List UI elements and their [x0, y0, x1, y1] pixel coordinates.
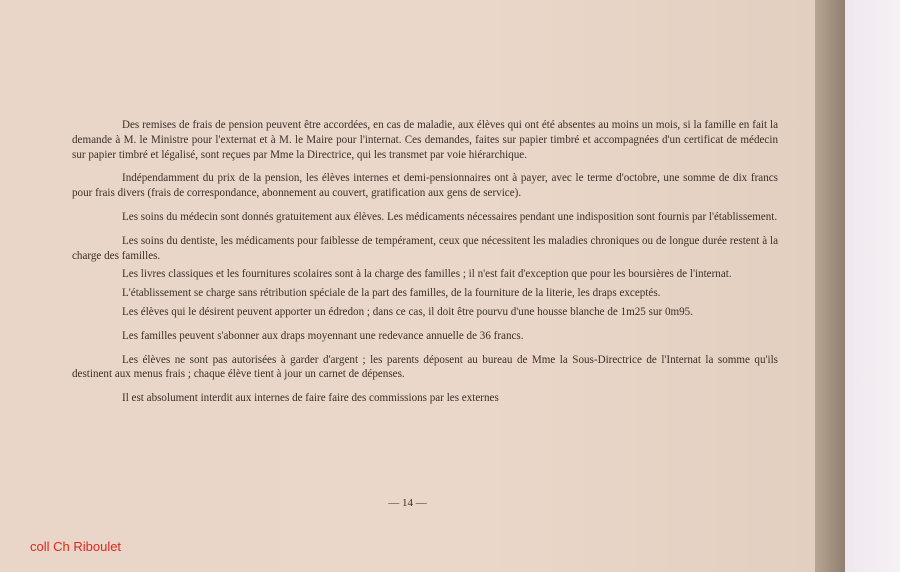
body-text [72, 118, 778, 415]
paragraph-books-supplies: Les livres classiques et les fournitures scolaires sont à la charge des familles ; il n'est fait d'exception que pour les boursières de l'internat. [122, 268, 732, 281]
paragraph-pocket-money: Les élèves ne sont pas autorisées à garder d'argent ; les parents déposent au bureau de Mme la Sous-Directrice de l'Internat la somme qu'ils destinent aux menus frais ; chaque élève tient à jour un carnet de dépenses. [72, 353, 778, 381]
paragraph-errands-rule: Il est absolument interdit aux internes de faire faire des commissions par les externes [122, 392, 499, 405]
paragraph-eiderdown: Les élèves qui le désirent peuvent apporter un édredon ; dans ce cas, il doit être pourvu d'une housse blanche de 1m25 sur 0m95. [122, 305, 694, 318]
background [845, 0, 900, 572]
page-number: — 14 — [388, 497, 427, 509]
paragraph-fee-remission: Des remises de frais de pension peuvent être accordées, en cas de maladie, aux élèves qui ont été absentes au moins un mois, si la famille en fait la demande à M. le Ministre pour l'externat et à M. le Maire pour l'internat. Ces demandes, faites sur papier timbré et accompagnées d'un certificat de médecin sur papier timbré et légalisé, sont reçues par Mme la Directrice, qui les transmet par voie hiérarchique. [72, 119, 778, 161]
paragraph-bedding: L'établissement se charge sans rétribution spéciale de la part des familles, de la fourniture de la literie, les draps exceptés. [122, 287, 661, 300]
paragraph-dentist-care: Les soins du dentiste, les médicaments pour faiblesse de tempérament, ceux que nécessitent les maladies chroniques ou de longue durée restent à la charge des familles. [72, 234, 778, 262]
paragraph-sheets-subscription: Les familles peuvent s'abonner aux draps moyennant une redevance annuelle de 36 francs. [122, 329, 524, 342]
collection-credit: coll Ch Riboulet [30, 539, 122, 554]
paragraph-doctor-care: Les soins du médecin sont donnés gratuitement aux élèves. Les médicaments nécessaires pendant une indisposition sont fournis par l'établissement. [122, 210, 778, 223]
paragraph-extra-fees: Indépendamment du prix de la pension, les élèves internes et demi-pensionnaires ont à payer, avec le terme d'octobre, une somme de dix francs pour frais divers (frais de correspondance, abonnement au couvert, gratification aux gens de service). [72, 172, 778, 200]
page-edge-shadow [815, 0, 845, 572]
